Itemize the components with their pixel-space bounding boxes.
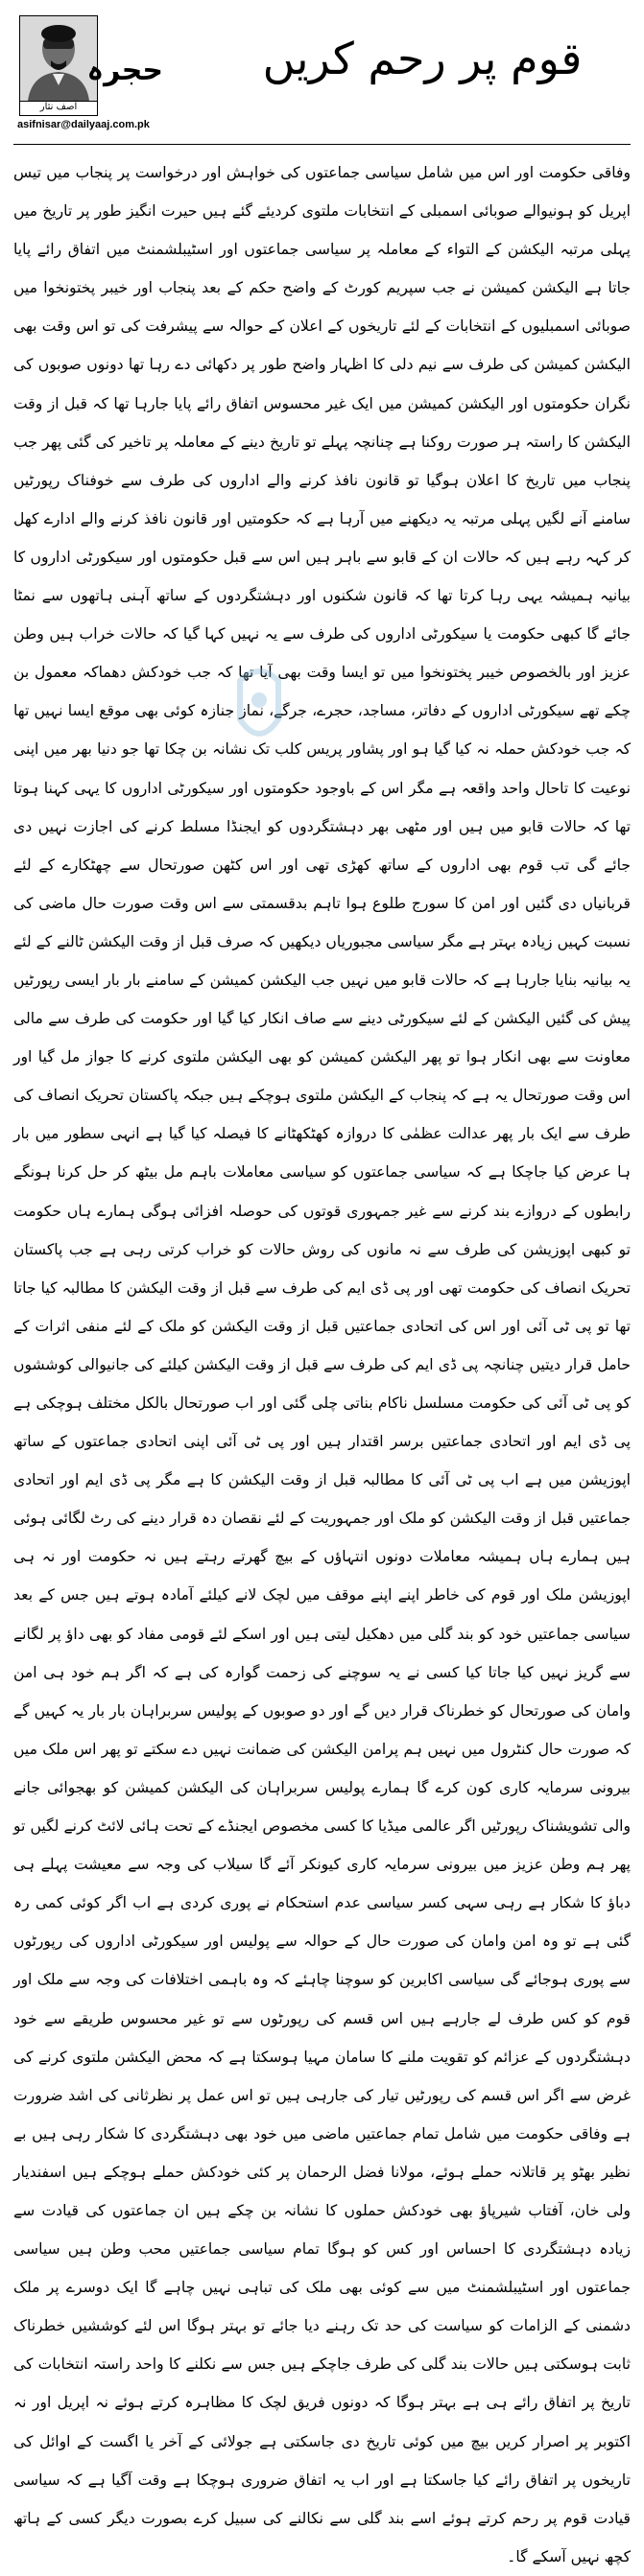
author-name: آصف نثار — [19, 100, 98, 116]
article-body — [13, 153, 631, 2565]
column-name: حجرہ — [86, 54, 163, 87]
article-title: قوم پر رحم کریں — [262, 33, 583, 84]
newspaper-logo-watermark — [230, 662, 288, 758]
header-divider — [13, 144, 631, 145]
author-photo — [19, 15, 98, 102]
article-paragraph: وفاقی حکومت اور اس میں شامل سیاسی جماعتوں کی خواہش اور درخواست پر پنجاب میں تیس اپریل کو ہونیوالے صوبائی اسمبلی کے انتخابات ملتوی کردیئے گئے ہیں حیرت انگیز طور پر تاریخ میں پہلی مرتبہ الیکشن کے التواء کے معاملہ پر سیاسی جماعتوں اور اسٹیبلشمنٹ میں اتفاق رائے پایا جاتا ہے الیکشن کمیشن نے جب سپریم کورٹ کے واضح حکم کے بعد پنجاب اور خیبر پختونخوا میں صوبائی اسمبلیوں کے انتخابات کے لئے تاریخوں کے اعلان کے حوالہ سے پیشرفت کی تو اس وقت بھی الیکشن کمیشن کی طرف سے نیم دلی کا اظہار واضح طور پر دکھائی دے رہا تھا دونوں صوبوں کی نگران حکومتوں اور الیکشن کمیشن میں ایک غیر محسوس اتفاق رائے پایا جارہا تھا کہ قبل از وقت الیکشن کا راستہ ہر صورت روکنا ہے چنانچہ پہلے تو تاریخ دینے کے معاملہ پر تاخیر کی گئی پھر جب پنجاب میں تاریخ کا اعلان ہوگیا تو قانون نافذ کرنے والے اداروں کی طرف سے خوفناک رپورٹیں سامنے آنے لگیں پہلی مرتبہ یہ دیکھنے میں آرہا ہے کہ حکومتیں اور قانون نافذ کرنے والے ادارے کھل کر کہہ رہے ہیں کہ حالات ان کے قابو سے باہر ہیں اس سے قبل حکومتوں اور سیکورٹی اداروں کا بیانیہ ہمیشہ یہی رہا کرتا تھا کہ قانون شکنوں اور دہشتگردوں کے ساتھ آہنی ہاتھوں سے نمٹا جائے گا کبھی حکومت یا سیکورٹی اداروں کی طرف سے یہ نہیں کہا گیا کہ حالات خراب ہیں وطن عزیز اور بالخصوص خیبر پختونخوا میں تو ایسا وقت بھی آیا تھا کہ جب خودکش دھماکہ معمول بن چکے تھے سیکورٹی اداروں کے دفاتر، مساجد، حجرے، جرگے، نماز جنازہ کوئی بھی موقع ایسا نہیں تھا کہ جب خودکش حملہ نہ کیا گیا ہو اور پشاور پریس کلب تک نشانہ بن چکا تھا جو دنیا بھر میں اپنی نوعیت کا تاحال واحد واقعہ ہے مگر اس کے باوجود حکومتوں اور سیکورٹی اداروں کا یہی کہنا ہوتا تھا کہ حالات قابو میں ہیں اور مٹھی بھر دہشتگردوں کو ایجنڈا مسلط کرنے کی اجازت نہیں دی جائے گی تب قوم بھی اداروں کے ساتھ کھڑی تھی اور اس کٹھن صورتحال سے چھٹکارے کے لئے قربانیاں دی گئیں اور امن کا سورج طلوع ہوا تاہم بدقسمتی سے اس وقت صورت حال ماضی کی نسبت کہیں زیادہ بہتر ہے مگر سیاسی مجبوریاں دیکھیں کہ صرف قبل از وقت الیکشن ٹالنے کے لئے یہ بیانیہ بنایا جارہا ہے کہ حالات قابو میں نہیں جب الیکشن کمیشن کے سامنے بار بار ایسی رپورٹیں پیش کی گئیں الیکشن کے لئے سیکورٹی دینے سے صاف انکار کیا گیا اور حکومت کی طرف سے مالی معاونت سے بھی انکار ہوا تو پھر الیکشن کمیشن کو بھی الیکشن ملتوی کرنے کا جواز مل گیا اور اس وقت صورتحال یہ ہے کہ پنجاب کے الیکشن ملتوی ہوچکے ہیں جبکہ پاکستان تحریک انصاف کی طرف سے ایک بار پھر عدالت عظمٰی کا دروازہ کھٹکھٹانے کا فیصلہ کیا گیا ہے انہی سطور میں بار ہا عرض کیا جاچکا ہے کہ سیاسی جماعتوں کو سیاسی معاملات باہم مل بیٹھ کر حل کرنا ہونگے رابطوں کے دروازے بند کرنے سے غیر جمہوری قوتوں کی حوصلہ افزائی ہوگی ہمارے ہاں حکومت تو کبھی اپوزیشن کی طرف سے نہ مانوں کی روش حالات کو خراب کرتی رہی ہے جب پاکستان تحریک انصاف کی حکومت تھی اور پی ڈی ایم کی طرف سے قبل از وقت الیکشن کا مطالبہ کیا جاتا تھا تو پی ٹی آئی اور اس کی اتحادی جماعتیں قبل از وقت الیکشن کو ملک کے لئے منفی اثرات کے حامل قرار دیتیں چنانچہ پی ڈی ایم کی طرف سے قبل از وقت الیکشن کیلئے کی جانیوالی کوششوں کو پی ٹی آئی کی حکومت مسلسل ناکام بناتی چلی گئی اور اب صورتحال بالکل مختلف ہوچکی ہے پی ڈی ایم اور اتحادی جماعتیں برسر اقتدار ہیں اور پی ٹی آئی اپنی اتحادی جماعتوں کے ساتھ اپوزیشن میں ہے اب پی ٹی آئی کا مطالبہ قبل از وقت الیکشن کا ہے مگر پی ڈی ایم اور اتحادی جماعتیں قبل از وقت الیکشن کو ملک اور جمہوریت کے لئے نقصان دہ قرار دینے کی رٹ لگائی ہوئی ہیں ہمارے ہاں ہمیشہ معاملات دونوں انتہاؤں کے بیچ گھرتے رہتے ہیں نہ حکومت اور نہ ہی اپوزیشن ملک اور قوم کی خاطر اپنے اپنے موقف میں لچک لانے کیلئے آمادہ ہوتے ہیں جس کے بعد سیاسی جماعتیں خود کو بند گلی میں دھکیل لیتی ہیں اور اسکے لئے قومی مفاد کو بھی داؤ پر لگانے سے گریز نہیں کیا جاتا کیا کسی نے یہ سوچنے کی زحمت گوارہ کی ہے کہ اگر ہم خود ہی امن وامان کی صورتحال کو خطرناک قرار دیں گے اور دو صوبوں کے پولیس سربراہان بار بار یہ کہیں گے کہ صورت حال کنٹرول میں نہیں ہم پرامن الیکشن کی ضمانت نہیں دے سکتے تو پھر اس ملک میں بیرونی سرمایہ کاری کون کرے گا ہمارے پولیس سربراہان کی الیکشن کمیشن کو بھجوائی جانے والی تشویشناک رپورٹیں اگر عالمی میڈیا کا کسی مخصوص ایجنڈے کے تحت ہائی لائٹ کرنے لگیں تو پھر ہم وطن عزیز میں بیرونی سرمایہ کاری کیونکر آئے گا سیلاب کی وجہ سے معیشت پہلے ہی دباؤ کا شکار ہے رہی سہی کسر سیاسی عدم استحکام نے پوری کردی ہے اب اگر کوئی کمی رہ گئی ہے تو وہ امن وامان کی صورت حال کے حوالہ سے پولیس اور سیکورٹی اداروں کی رپورٹوں سے پوری ہوجائے گی سیاسی اکابرین کو سوچنا چاہئے کہ وہ باہمی اختلافات کی وجہ سے ملک اور قوم کو کس طرف لے جارہے ہیں اس قسم کی رپورٹوں سے تو غیر محسوس طریقے سے خود دہشتگردوں کے عزائم کو تقویت ملنے کا سامان مہیا ہوسکتا ہے کہ محض الیکشن ملتوی کرنے کی غرض سے اگر اس قسم کی رپورٹیں تیار کی جارہی ہیں تو اس عمل پر نظرثانی کی اشد ضرورت ہے وفاقی حکومت میں شامل تمام جماعتیں ماضی میں خود بھی دہشتگردی کا شکار رہی ہیں بے نظیر بھٹو پر قاتلانہ حملے ہوئے، مولانا فضل الرحمان پر کئی خودکش حملے ہوچکے ہیں اسفندیار ولی خان، آفتاب شیرپاؤ بھی خودکش حملوں کا نشانہ بن چکے ہیں ان جماعتوں کی قیادت سے زیادہ دہشتگردی کا احساس اور کس کو ہوگا تمام سیاسی جماعتیں محب وطن ہیں سیاسی جماعتوں اور اسٹیبلشمنٹ میں سے کوئی بھی ملک کی تباہی نہیں چاہے گا ایک دوسرے پر ملک دشمنی کے الزامات کو سیاست کی حد تک رہنے دیا جائے تو بہتر ہوگا اس لئے کوششیں خطرناک ثابت ہوسکتی ہیں حالات بند گلی کی طرف جاچکے ہیں جس سے نکلنے کا واحد راستہ انتخابات کی تاریخ پر اتفاق رائے ہی ہے بہتر ہوگا کہ دونوں فریق لچک کا مظاہرہ کرتے ہوئے نہ اپریل اور نہ اکتوبر پر اصرار کریں بیچ میں کوئی تاریخ دی جاسکتی ہے جولائی کے آخر یا اگست کے اوائل کی تاریخوں پر اتفاق رائے کیا جاسکتا ہے اور اب یہ اتفاق ضروری ہوچکا ہے وقت آگیا ہے کہ سیاسی قیادت قوم پر رحم کرتے ہوئے اسے بند گلی سے نکالنے کی سبیل کرے بصورت دیگر کسی کے ہاتھ کچھ نہیں آسکے گا۔ — [13, 164, 631, 2565]
column-header — [0, 0, 644, 146]
author-email: asifnisar@dailyaaj.com.pk — [17, 119, 150, 130]
author-portrait-image — [20, 16, 97, 101]
